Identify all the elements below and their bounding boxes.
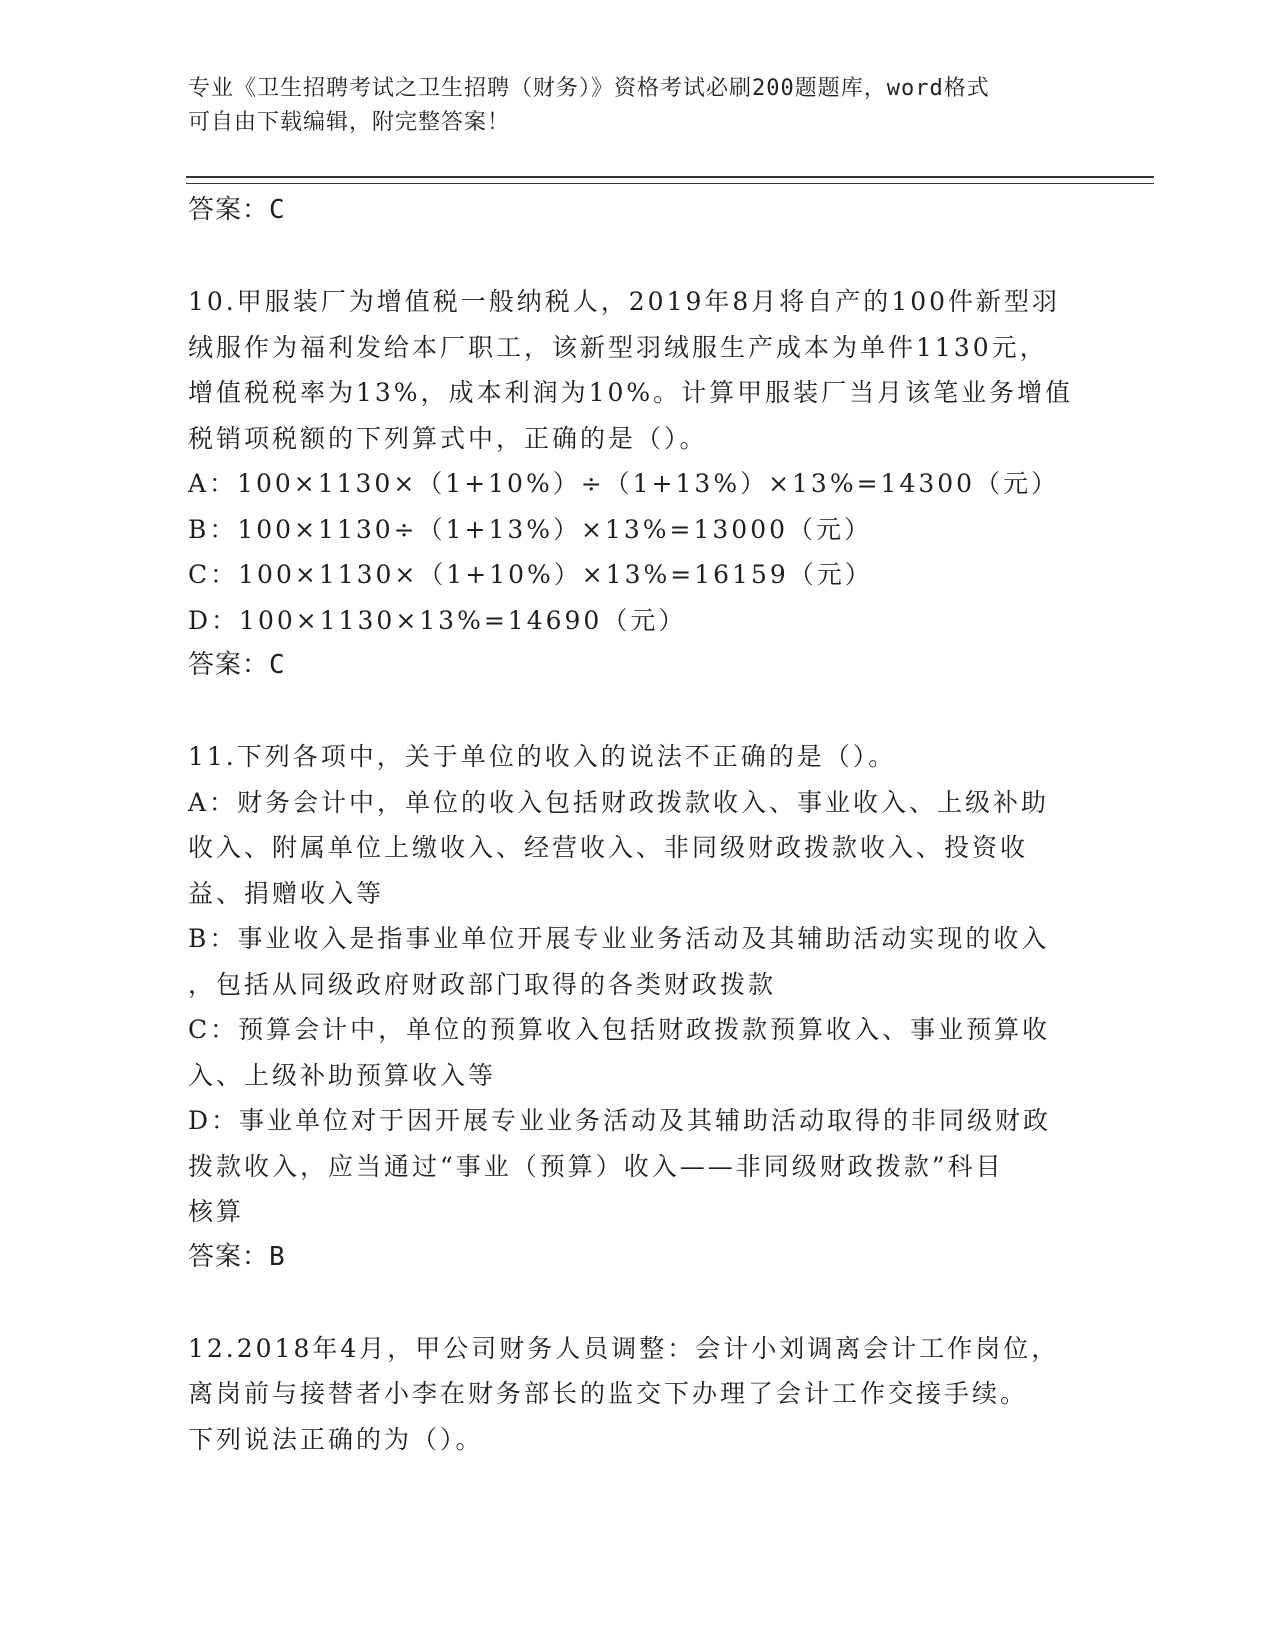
question-11: [188, 734, 1088, 1280]
option-c: C：预算会计中，单位的预算收入包括财政拨款预算收入、事业预算收: [188, 1015, 1051, 1044]
question-text-line: 11.下列各项中，关于单位的收入的说法不正确的是（）。: [188, 742, 897, 771]
header-divider-thin: [186, 183, 1154, 184]
spacer: [188, 234, 1088, 280]
header-title-line-1: 专业《卫生招聘考试之卫生招聘（财务）》资格考试必刷200题题库，word格式: [188, 76, 990, 101]
question-text-line: 离岗前与接替者小李在财务部长的监交下办理了会计工作交接手续。: [188, 1379, 1029, 1408]
option-d-continued: 拨款收入，应当通过“事业（预算）收入——非同级财政拨款”科目: [188, 1151, 1004, 1181]
question-text-line: 下列说法正确的为（）。: [188, 1424, 484, 1454]
option-c: C：100×1130×（1+10%）×13%=16159（元）: [188, 560, 873, 589]
option-b-continued: ，包括从同级政府财政部门取得的各类财政拨款: [188, 969, 777, 999]
option-b: B：100×1130÷（1+13%）×13%=13000（元）: [188, 514, 873, 544]
option-a-continued: 益、捐赠收入等: [188, 878, 385, 908]
option-d-continued: 核算: [188, 1197, 245, 1226]
page-header: [188, 72, 1088, 140]
question-10: [188, 279, 1088, 689]
header-title-line-2: 可自由下载编辑，附完整答案！: [188, 110, 511, 135]
option-a: A：财务会计中，单位的收入包括财政拨款收入、事业收入、上级补助: [188, 787, 1050, 817]
question-text-line: 增值税税率为13%，成本利润为10%。计算甲服装厂当月该笔业务增值: [188, 378, 1074, 407]
spacer: [188, 689, 1088, 735]
option-c-continued: 入、上级补助预算收入等: [188, 1060, 497, 1090]
answer-q10: 答案：C: [188, 650, 286, 680]
question-text-line: 10.甲服装厂为增值税一般纳税人，2019年8月将自产的100件新型羽: [188, 287, 1061, 316]
question-12: [188, 1326, 1088, 1463]
answer-q11: 答案：B: [188, 1241, 286, 1272]
option-d: D：事业单位对于因开展专业业务活动及其辅助活动取得的非同级财政: [188, 1106, 1052, 1135]
option-b: B：事业收入是指事业单位开展专业业务活动及其辅助活动实现的收入: [188, 924, 1050, 953]
header-divider-thick: [186, 176, 1154, 178]
spacer: [188, 1280, 1088, 1326]
question-text-line: 12.2018年4月，甲公司财务人员调整：会计小刘调离会计工作岗位，: [188, 1333, 1060, 1363]
option-a: A：100×1130×（1+10%）÷（1+13%）×13%=14300（元）: [188, 469, 1060, 498]
question-text-line: 税销项税额的下列算式中，正确的是（）。: [188, 423, 708, 453]
document-body: [188, 188, 1088, 1462]
question-text-line: 绒服作为福利发给本厂职工，该新型羽绒服生产成本为单件1130元，: [188, 332, 1048, 362]
option-d: D：100×1130×13%=14690（元）: [188, 605, 687, 635]
answer-q9: 答案：C: [188, 195, 286, 225]
option-a-continued: 收入、附属单位上缴收入、经营收入、非同级财政拨款收入、投资收: [188, 833, 1029, 862]
